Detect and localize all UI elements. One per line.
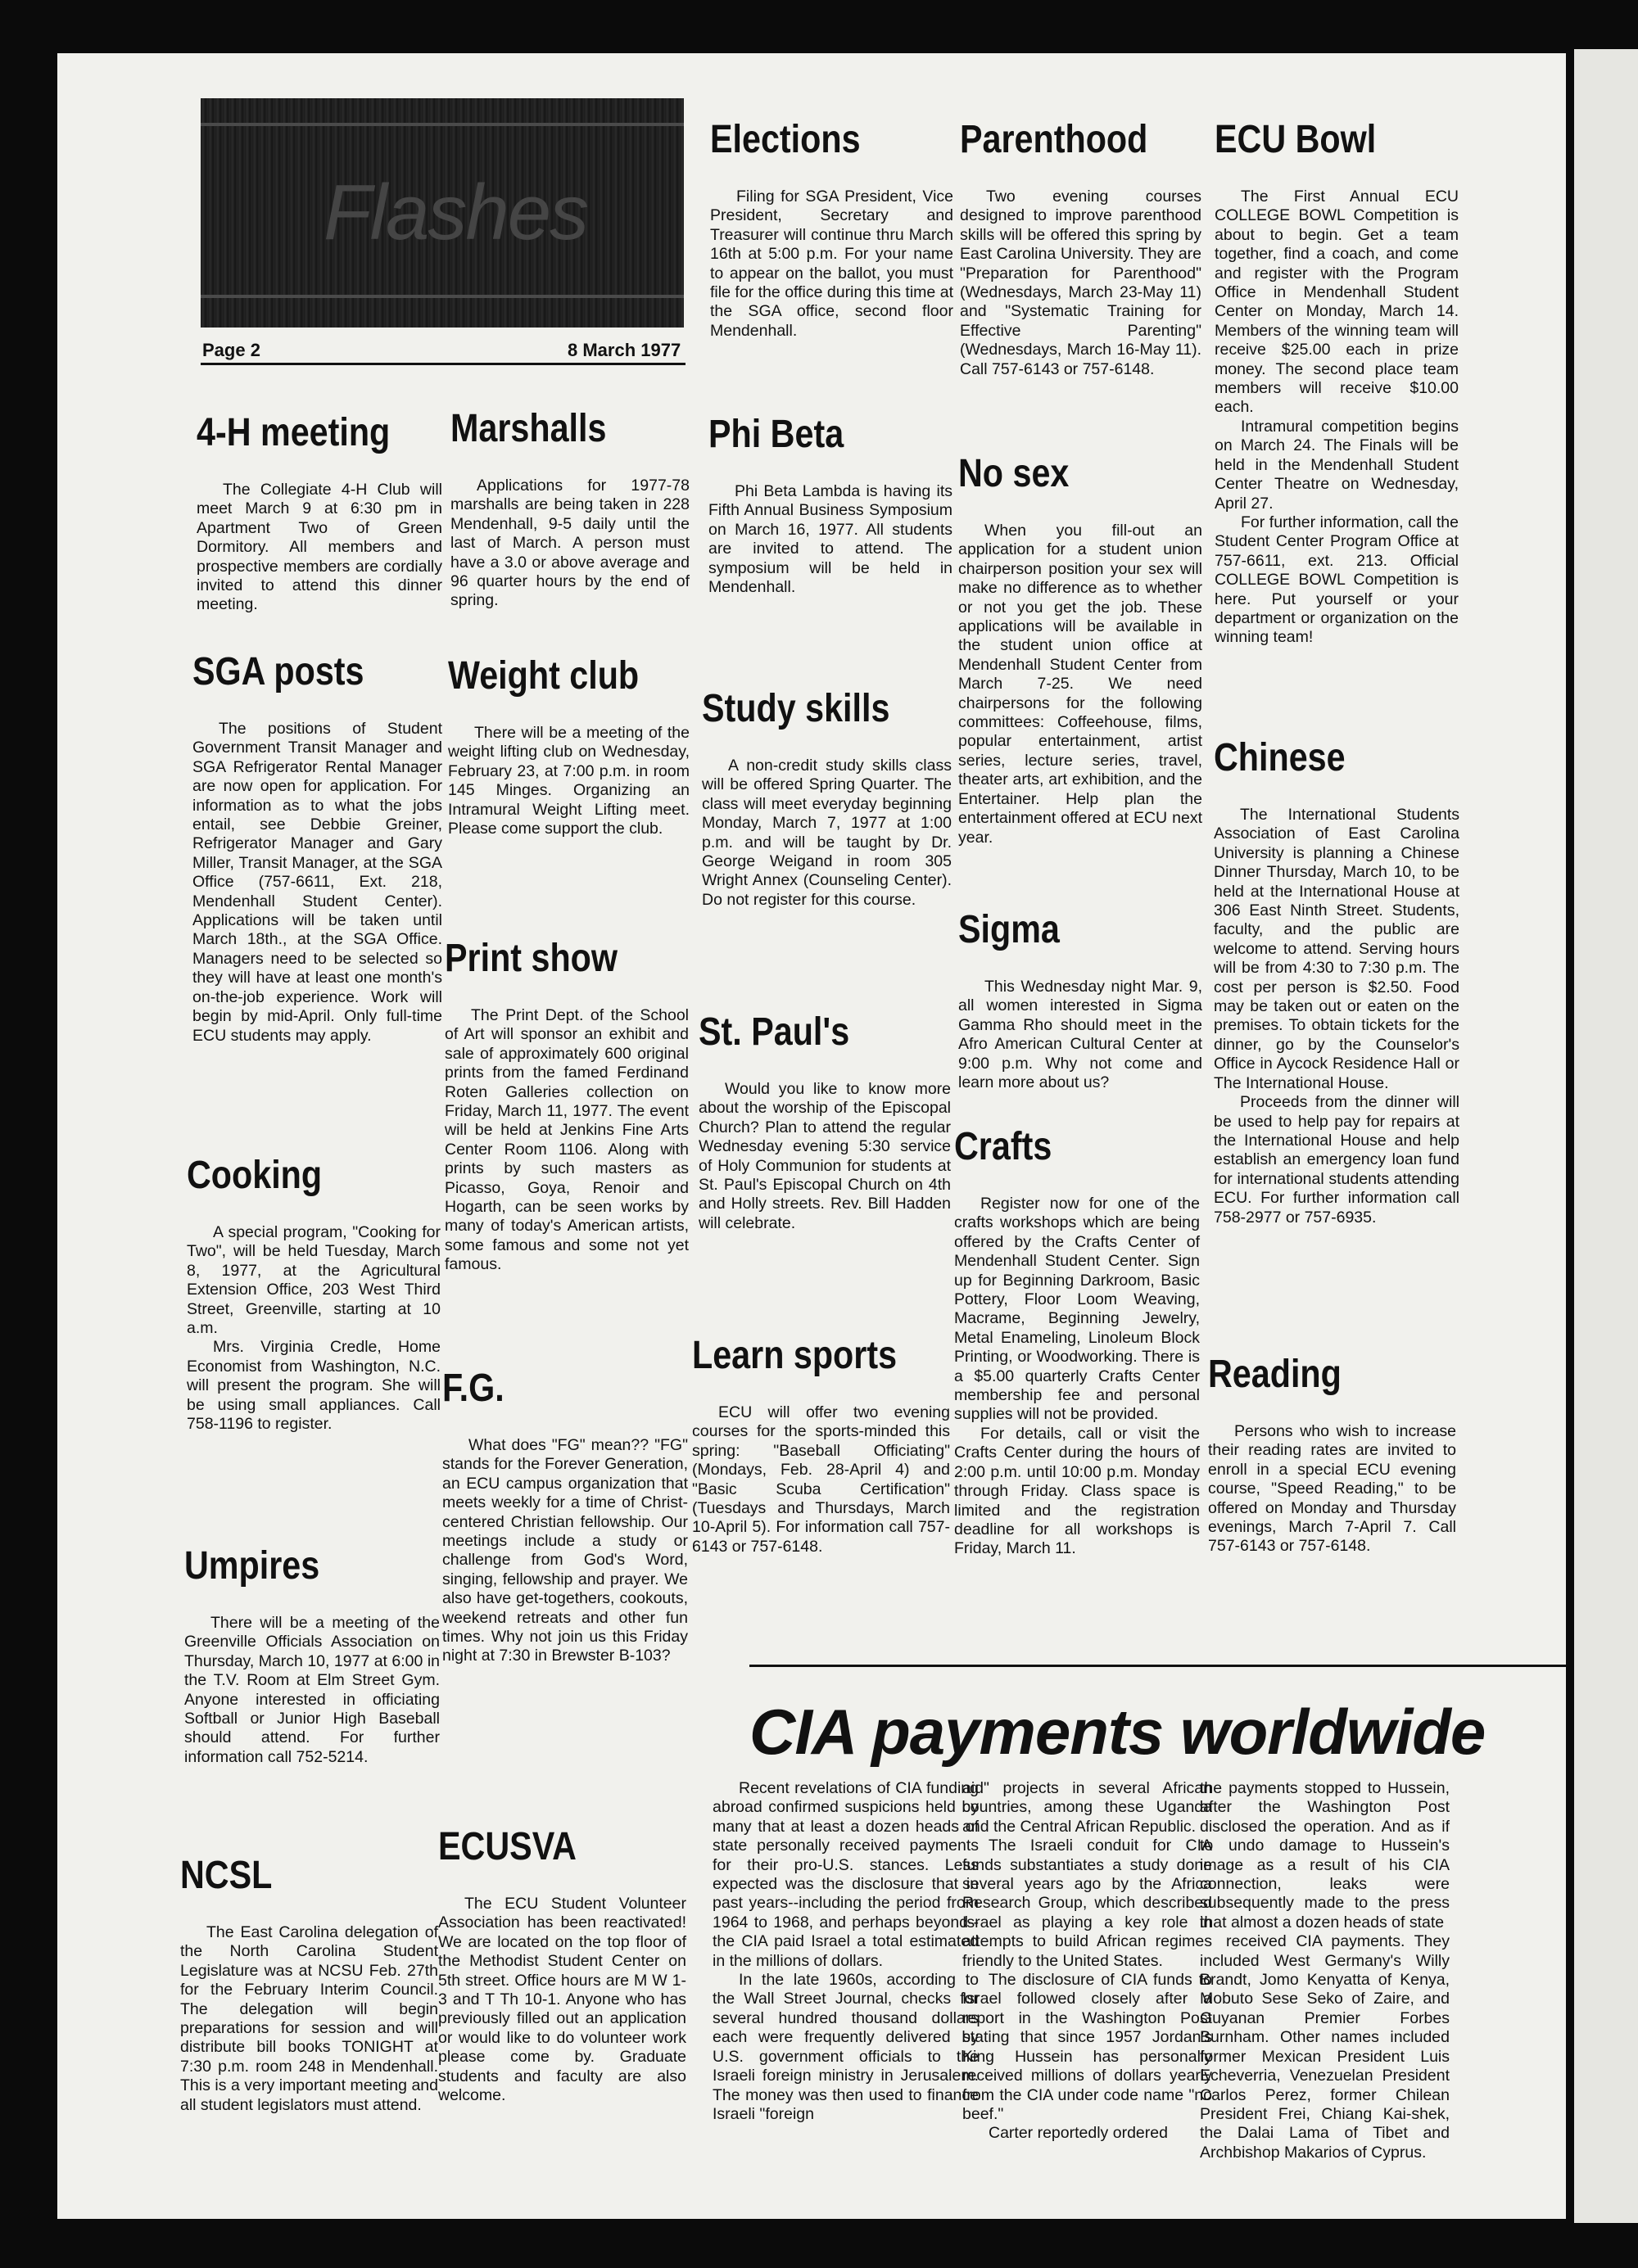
- story-fg: [442, 1367, 688, 1666]
- story-body: When you fill-out an application for a student union chairperson position your sex will make no difference as to whether or not you get the job. These applications will be available in the student union office at Mendenhall Student Center from March 7-25. We need chairpersons for the following committees: Coffeehouse, films, popular entertainment, artist series, lecture series, travel, theater arts, art exhibition, and the Entertainer. Help plan the entertainment offered at ECU next year.: [958, 522, 1202, 847]
- story-elections: [710, 119, 953, 341]
- story-headline: Weight club: [448, 654, 640, 698]
- story-body: The Print Dept. of the School of Art will sponsor an exhibit and sale of approximately 600 original prints from the famed Ferdinand Roten Galleries collection on Friday, March 11, 1977. The event will be held at Jenkins Fine Arts Center Room 1106. Along with prints by such masters as Picasso, Goya, Renoir and Hogarth, can be seen works by many of today's American artists, some famous and some not yet famous.: [445, 1006, 689, 1274]
- story-4h-meeting: [197, 412, 442, 615]
- story-parenthood: [960, 119, 1201, 379]
- story-weight-club: [448, 655, 690, 838]
- story-body: The disclosure of CIA funds to Israel followed closely after a report in the Washington Post stating that since 1957 Jordan's King Hussein has personally received millions of dollars yearly from the CIA under code name "no beef.": [962, 1971, 1212, 2123]
- story-body: This Wednesday night Mar. 9, all women interested in Sigma Gamma Rho should meet in the Afro American Cultural Center at 9:00 p.m. Why not come and learn more about us?: [958, 978, 1202, 1092]
- story-study-skills: [702, 688, 952, 910]
- story-headline: Print show: [445, 937, 618, 980]
- cia-headline: CIA payments worldwide: [749, 1696, 1486, 1768]
- story-body: A non-credit study skills class will be offered Spring Quarter. The class will meet everyday beginning Monday, March 7, 1977 at 1:00 p.m. and will be taught by Dr. George Weigand in room 305 Wright Annex (Counseling Center). Do not register for this course.: [702, 757, 952, 909]
- issue-date: 8 March 1977: [568, 340, 681, 360]
- story-headline: Sigma: [958, 908, 1060, 951]
- story-body: There will be a meeting of the weight lifting club on Wednesday, February 23, at 7:00 p.m. in room 145 Minges. Organizing an Intramural Weight Lifting meet. Please come support the club.: [448, 724, 690, 838]
- story-body: Intramural competition begins on March 24. The Finals will be held in the Mendenhall Student Center Theatre on Wednesday, April 27.: [1215, 417, 1459, 513]
- story-body: The International Students Association of East Carolina University is planning a Chinese Dinner Thursday, March 10, to be held at the International House at 306 East Ninth Street. Students, faculty, and the public are welcome to attend. Serving hours will be from 4:30 to 7:30 p.m. The cost per person is $2.50. Food may be taken out or eaten on the premises. To obtain tickets for the dinner, go by the Counselor's Office in Aycock Residence Hall or The International House.: [1214, 806, 1459, 1092]
- story-headline: ECUSVA: [438, 1825, 577, 1868]
- story-headline: Chinese: [1214, 736, 1346, 779]
- section-rule: [749, 1665, 1566, 1667]
- story-headline: No sex: [958, 452, 1070, 495]
- story-body: For details, call or visit the Crafts Center during the hours of 2:00 p.m. until 10:00 p.m. Monday through Friday. Class space is limited and the registration deadline for all workshops is Friday, March 11.: [954, 1424, 1200, 1558]
- story-body: The First Annual ECU COLLEGE BOWL Competition is about to begin. Get a team together, find a coach, and come and register with the Program Office in Mendenhall Student Center on Monday, March 14. Members of the winning team will receive $25.00 each in prize money. The second place team members will receive $10.00 each.: [1215, 187, 1459, 417]
- story-headline: Marshalls: [450, 407, 607, 450]
- story-crafts: [954, 1126, 1200, 1559]
- story-headline: Study skills: [702, 687, 890, 730]
- story-body: Phi Beta Lambda is having its Fifth Annual Business Symposium on March 16, 1977. All students are invited to attend. The symposium will be held in Mendenhall.: [708, 482, 952, 597]
- story-headline: 4-H meeting: [197, 411, 391, 454]
- page-number: Page 2: [202, 340, 260, 360]
- story-body: Applications for 1977-78 marshalls are being taken in 228 Mendenhall, 9-5 daily until the last of March. A person must have a 3.0 or above average and 96 quarter hours by the end of spring.: [450, 477, 690, 610]
- story-body: received CIA payments. They included West Germany's Willy Brandt, Jomo Kenyatta of Kenya, Mobuto Sese Seko of Zaire, and Guyanan Premier Forbes Burnham. Other names included former Mexican President Luis Echeverria, Venezuelan President Carlos Perez, former Chilean President Frei, Chiang Kai-shek, the Dalai Lama of Tibet and Archbishop Makarios of Cyprus.: [1200, 1932, 1450, 2162]
- story-body: There will be a meeting of the Greenville Officials Association on Thursday, March 10, 1977 at 6:00 in the T.V. Room at Elm Street Gym. Anyone interested in officiating Softball or Junior High Baseball should attend. For further information call 752-5214.: [184, 1614, 440, 1766]
- story-headline: Umpires: [184, 1544, 320, 1588]
- story-headline: Elections: [710, 118, 861, 161]
- story-body: the payments stopped to Hussein, after the Washington Post disclosed the operation. And as if to undo damage to Hussein's image as a result of his CIA connection, leaks were subsequently made to the press that almost a dozen heads of state: [1200, 1779, 1450, 1931]
- masthead-rule: [201, 295, 684, 298]
- masthead-flag: [201, 98, 684, 328]
- story-body: Filing for SGA President, Vice President, Secretary and Treasurer will continue thru March 16th at 5:00 p.m. For your name to appear on the ballot, you must file for the office during this time at the SGA office, second floor Mendenhall.: [710, 187, 953, 340]
- story-reading: [1208, 1353, 1456, 1556]
- story-phi-beta: [708, 413, 952, 597]
- story-body: Mrs. Virginia Credle, Home Economist from Washington, N.C. will present the program. She will be using small appliances. Call 758-1196 to register.: [187, 1338, 441, 1434]
- story-sga-posts: [192, 651, 442, 1046]
- story-headline: Cooking: [187, 1154, 323, 1197]
- story-body: ECU will offer two evening courses for the sports-minded this spring: "Baseball Officiating" (Mondays, Feb. 28-April 4) and "Basic Scuba Certification" (Tuesdays and Thursdays, March 10-April 5). For information call 757-6143 or 757-6148.: [692, 1403, 950, 1556]
- story-headline: NCSL: [180, 1854, 273, 1897]
- story-body: The East Carolina delegation of the North Carolina Student Legislature was at NCSU Feb. 27th for the February Interim Council. The delegation will begin preparations for session and will distribute bill books TONIGHT at 7:30 p.m. room 248 in Mendenhall. This is a very important meeting and all student legislators must attend.: [180, 1923, 438, 2114]
- story-body: Register now for one of the crafts workshops which are being offered by the Crafts Center of Mendenhall Student Center. Sign up for Beginning Darkroom, Basic Pottery, Floor Loom Weaving, Macrame, Beginning Jewelry, Metal Enameling, Linoleum Block Printing, or Woodworking. There is a $5.00 quarterly Crafts Center membership fee and personal supplies will not be provided.: [954, 1195, 1200, 1424]
- story-headline: SGA posts: [192, 650, 364, 694]
- story-body: Recent revelations of CIA funding abroad confirmed suspicions held by many that at least a dozen heads of state personally received payments for their pro-U.S. stances. Less expected was the disclosure that in past years--including the period from 1964 to 1968, and perhaps beyond--the CIA paid Israel a total estimated in the millions of dollars.: [713, 1779, 979, 1970]
- story-body: What does "FG" mean?? "FG" stands for the Forever Generation, an ECU campus organization that meets weekly for a time of Christ-centered Christian fellowship. Our meetings include a study or challenge from God's Word, singing, fellowship and prayer. We also have get-togethers, cookouts, weekend retreats and other fun times. Why not join us this Friday night at 7:30 in Brewster B-103?: [442, 1436, 688, 1665]
- story-cooking: [187, 1154, 441, 1434]
- story-sigma: [958, 909, 1202, 1092]
- story-ecusva: [438, 1826, 686, 2105]
- story-no-sex: [958, 453, 1202, 847]
- cia-column-3: [1200, 1779, 1450, 2162]
- story-learn-sports: [692, 1335, 950, 1556]
- story-chinese: [1214, 737, 1459, 1227]
- masthead-title: Flashes: [324, 169, 588, 256]
- story-st-pauls: [699, 1011, 951, 1233]
- story-body: A special program, "Cooking for Two", will be held Tuesday, March 8, 1977, at the Agricultural Extension Office, 203 West Third Street, Greenville, starting at 10 a.m.: [187, 1223, 441, 1338]
- story-body: Two evening courses designed to improve parenthood skills will be offered this spring by East Carolina University. They are "Preparation for Parenthood" (Wednesdays, March 23-May 11) and "Systematic Training for Effective Parenting" (Wednesdays, March 16-May 11). Call 757-6143 or 757-6148.: [960, 187, 1201, 378]
- story-headline: Learn sports: [692, 1334, 898, 1377]
- cia-column-1: [713, 1779, 979, 2124]
- story-print-show: [445, 937, 689, 1275]
- story-body: Proceeds from the dinner will be used to help pay for repairs at the International House and help establish an emergency loan fund for international students attending ECU. For further information call 758-2977 or 757-6935.: [1214, 1093, 1459, 1227]
- newspaper-page: [57, 53, 1566, 2219]
- cia-column-2: [962, 1779, 1212, 2144]
- story-umpires: [184, 1545, 440, 1767]
- story-body: The Israeli conduit for CIA funds substantiates a study done several years ago by the Africa Research Group, which described Israel as playing a key role in attempts to build African regimes friendly to the United States.: [962, 1837, 1212, 1970]
- adjacent-page-edge: [1574, 49, 1638, 2223]
- story-headline: F.G.: [442, 1367, 505, 1410]
- story-body: Would you like to know more about the worship of the Episcopal Church? Plan to attend the regular Wednesday evening 5:30 service of Holy Communion for students at St. Paul's Episcopal Church on 4th and Holly streets. Rev. Bill Hadden will celebrate.: [699, 1080, 951, 1232]
- story-headline: St. Paul's: [699, 1010, 850, 1054]
- story-body: In the late 1960s, according to the Wall Street Journal, checks for several hundred thousand dollars each were frequently delivered by U.S. government officials to the Israeli foreign ministry in Jerusalem. The money was then used to finance Israeli "foreign: [713, 1971, 979, 2123]
- story-body: Persons who wish to increase their reading rates are invited to enroll in a special ECU evening course, "Speed Reading," to be offered on Monday and Thursday evenings, March 7-April 7. Call 757-6143 or 757-6148.: [1208, 1422, 1456, 1556]
- story-headline: Reading: [1208, 1353, 1342, 1396]
- header-rule: [201, 363, 686, 365]
- story-headline: ECU Bowl: [1215, 118, 1377, 161]
- story-body: The Collegiate 4-H Club will meet March 9 at 6:30 pm in Apartment Two of Green Dormitory. All members and prospective members are cordially invited to attend this dinner meeting.: [197, 481, 442, 614]
- story-headline: Phi Beta: [708, 413, 844, 456]
- story-body: aid" projects in several African countries, among these Uganda and the Central African Republic.: [962, 1779, 1212, 1836]
- story-ecu-bowl: [1215, 119, 1459, 648]
- story-marshalls: [450, 408, 690, 611]
- story-body: For further information, call the Student Center Program Office at 757-6611, ext. 213. Official COLLEGE BOWL Competition is here. Put yourself or your department or organization on the winning team!: [1215, 513, 1459, 647]
- story-body: The positions of Student Government Transit Manager and SGA Refrigerator Rental Manager are now open for application. For information as to what the jobs entail, see Debbie Greiner, Refrigerator Manager and Gary Miller, Transit Manager, at the SGA Office (757-6611, Ext. 218, Mendenhall Student Center). Applications will be taken until March 18th., at the SGA Office. Managers need to be selected so they will have at least one month's on-the-job experience. Work will begin by mid-April. Only full-time ECU students may apply.: [192, 720, 442, 1045]
- story-headline: Parenthood: [960, 118, 1148, 161]
- story-body: Carter reportedly ordered: [989, 2124, 1168, 2143]
- story-headline: Crafts: [954, 1125, 1052, 1168]
- story-body: The ECU Student Volunteer Association has been reactivated! We are located on the top floor of the Methodist Student Center on 5th street. Office hours are M W 1-3 and T Th 10-1. Anyone who has previously filled out an application or would like to do volunteer work please come by. Graduate students and faculty are also welcome.: [438, 1895, 686, 2105]
- masthead-rule: [201, 123, 684, 126]
- story-ncsl: [180, 1855, 438, 2115]
